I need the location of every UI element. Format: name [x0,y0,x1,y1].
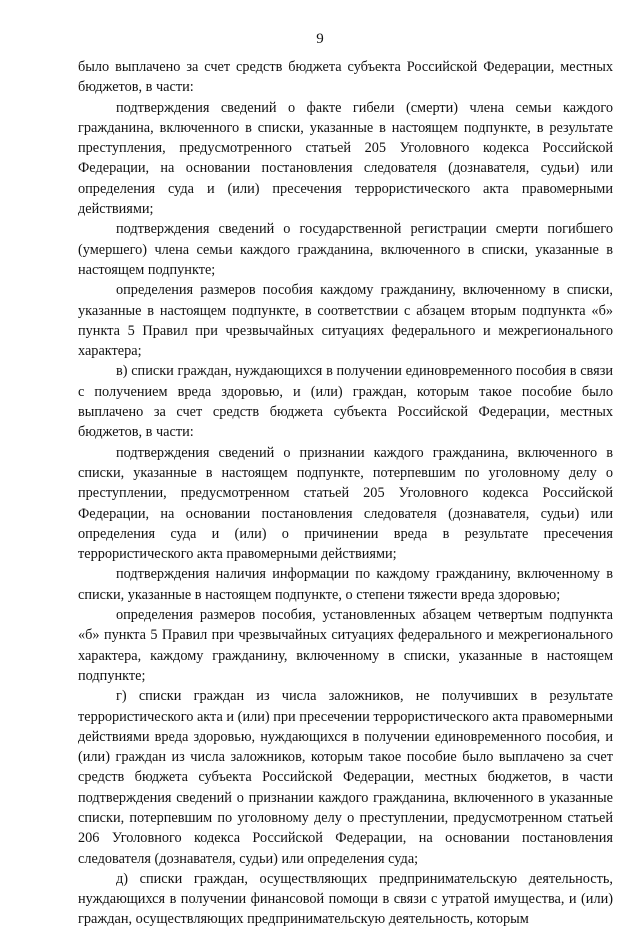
paragraph-harm-severity: подтверждения наличия информации по каждому гражданину, включенному в списки, указанные в настоящем подпункте, о степени тяжести вреда здоровью; [78,566,613,603]
paragraph-allowance-amount-harm: определения размеров пособия, установленных абзацем четвертым подпункта «б» пункта 5 Правил при чрезвычайных ситуациях федерального и межрегионального характера, каждому гражданину, включенному в списки, указанные в настоящем подпункте; [78,607,613,684]
paragraph-continuation: было выплачено за счет средств бюджета субъекта Российской Федерации, местных бюджетов, в части: [78,59,613,96]
paragraph-item-v: в) списки граждан, нуждающихся в получении единовременного пособия в связи с получением вреда здоровью, и (или) граждан, которым такое пособие было выплачено за счет средств бюджета субъекта Российской Федерации, местных бюджетов, в части: [78,363,613,441]
document-body [78,57,613,930]
paragraph-death-fact: подтверждения сведений о факте гибели (смерти) члена семьи каждого гражданина, включенного в списки, указанные в настоящем подпункте, в результате преступления, предусмотренного статьей 205 Уголовного кодекса Российской Федерации, на основании постановления следователя (дознавателя, судьи) или определения суда и (или) пресечения террористического акта правомерными действиями; [78,99,613,218]
paragraph-victim-recognition: подтверждения сведений о признании каждого гражданина, включенного в списки, указанные в настоящем подпункте, потерпевшим по уголовному делу о преступлении, предусмотренном статьей 205 Уголовного кодекса Российской Федерации, на основании постановления следователя (дознавателя, судьи) или определения суда и (или) о причинении вреда в результате пресечения террористического акта правомерными действиями; [78,444,613,563]
page-number: 9 [316,31,324,47]
paragraph-death-registration: подтверждения сведений о государственной регистрации смерти погибшего (умершего) члена семьи каждого гражданина, включенного в списки, указанные в настоящем подпункте; [78,221,613,278]
paragraph-item-g: г) списки граждан из числа заложников, не получивших в результате террористического акта и (или) при пресечении террористического акта правомерными действиями вреда здоровью, нуждающихся в получении единовременного пособия, и (или) граждан из числа заложников, которым такое пособие было выплачено за счет средств бюджета субъекта Российской Федерации, местных бюджетов, в части подтверждения сведений о признании каждого гражданина, включенного в указанные списки, потерпевшим по уголовному делу о преступлении, предусмотренном статьей 206 Уголовного кодекса Российской Федерации, на основании постановления следователя (дознавателя, судьи) или определения суда; [78,688,613,867]
paragraph-allowance-amount: определения размеров пособия каждому гражданину, включенному в списки, указанные в настоящем подпункте, в соответствии с абзацем вторым подпункта «б» пункта 5 Правил при чрезвычайных ситуациях федерального и межрегионального характера; [78,282,613,360]
paragraph-item-d: д) списки граждан, осуществляющих предпринимательскую деятельность, нуждающихся в получении финансовой помощи в связи с утратой имущества, и (или) граждан, осуществляющих предпринимательскую деятельность, которым [78,870,613,928]
